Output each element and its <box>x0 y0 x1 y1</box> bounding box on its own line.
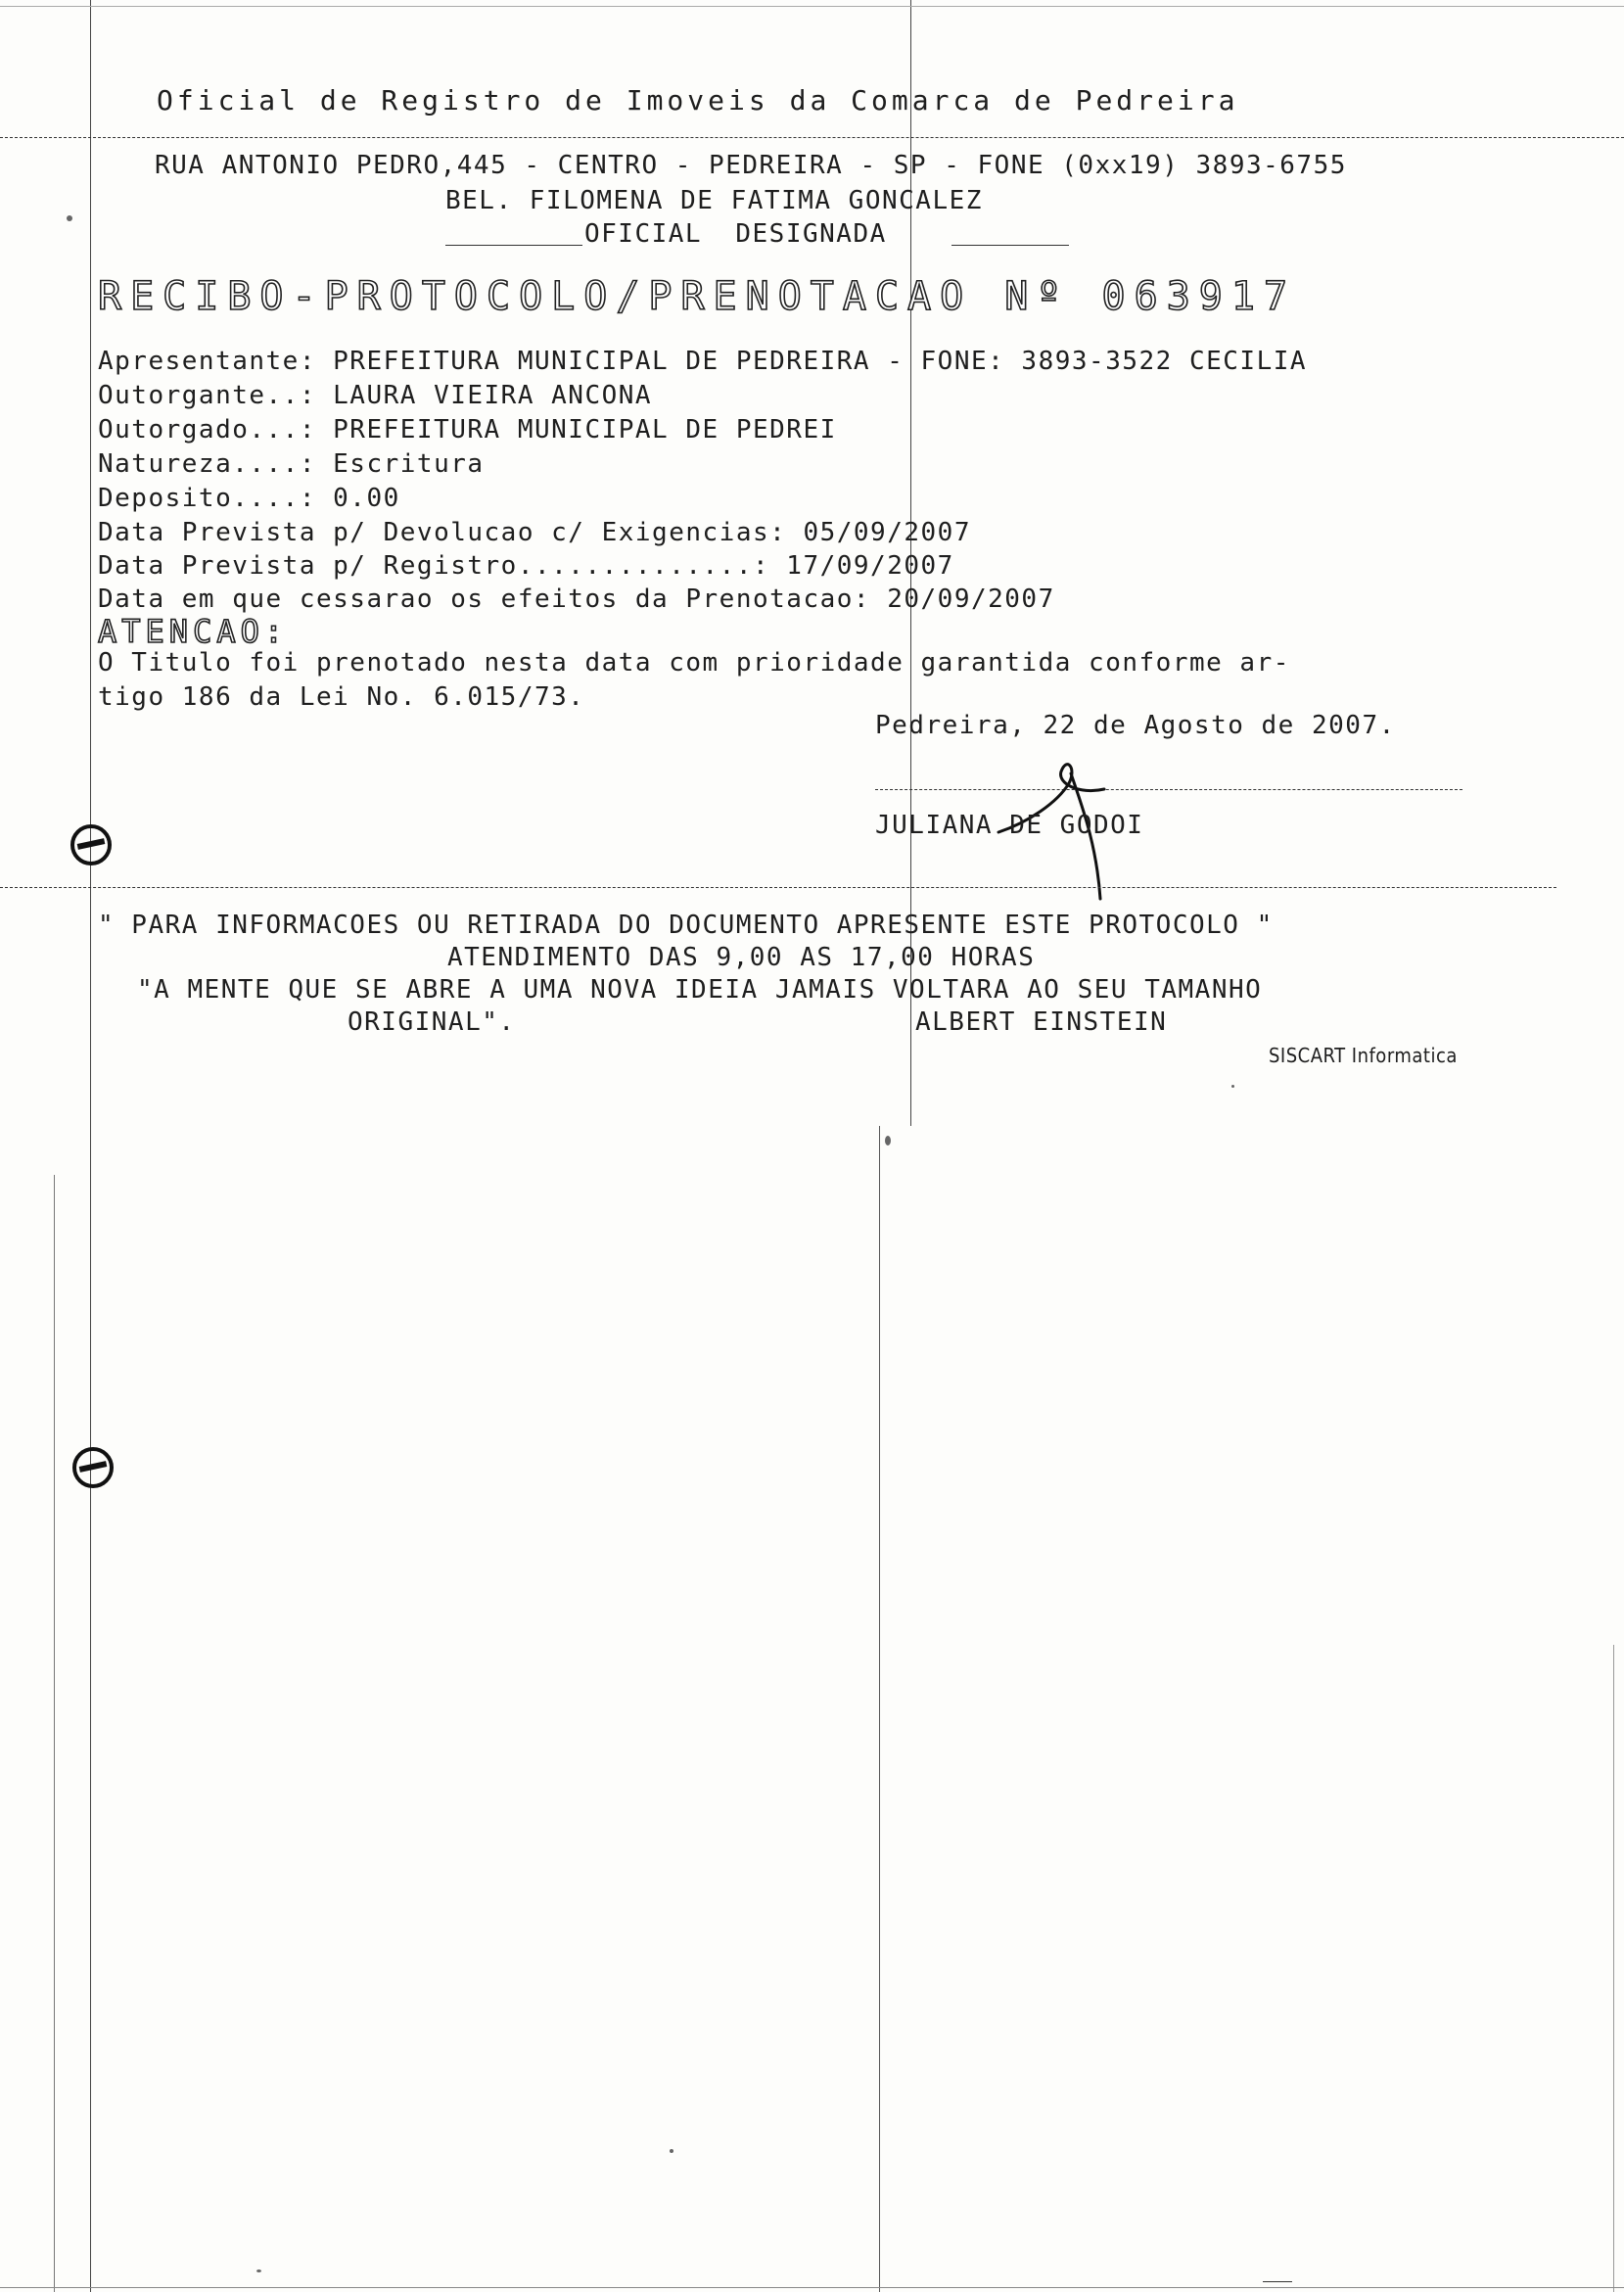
signature-line <box>875 789 1462 790</box>
footer-line-4-right: ALBERT EINSTEIN <box>915 1007 1168 1037</box>
field-deposito: Deposito....: 0.00 <box>98 484 400 513</box>
field-natureza: Natureza....: Escritura <box>98 449 485 479</box>
office-title: Oficial de Registro de Imoveis da Comarca de Pedreira <box>157 84 1239 117</box>
receipt-title: RECIBO-PROTOCOLO/PRENOTACAO Nº 063917 <box>98 274 1297 319</box>
scan-mark <box>1263 2281 1292 2282</box>
field-apresentante: Apresentante: PREFEITURA MUNICIPAL DE PEDREIRA - FONE: 3893-3522 CECILIA <box>98 347 1308 376</box>
footer-divider <box>0 887 1556 888</box>
officer-name: BEL. FILOMENA DE FATIMA GONCALEZ <box>445 186 983 215</box>
left-fold-line <box>90 0 91 2292</box>
footer-line-3: "A MENTE QUE SE ABRE A UMA NOVA IDEIA JAMAIS VOLTARA AO SEU TAMANHO <box>137 975 1263 1005</box>
footer-line-1: " PARA INFORMACOES OU RETIRADA DO DOCUMENTO APRESENTE ESTE PROTOCOLO " <box>98 911 1274 940</box>
punch-hole-top <box>70 824 112 865</box>
officer-underline-left <box>445 245 582 246</box>
notice-line-2: tigo 186 da Lei No. 6.015/73. <box>98 682 585 712</box>
right-edge-line <box>1613 1645 1614 2292</box>
field-data-devolucao: Data Prevista p/ Devolucao c/ Exigencias: 05/09/2007 <box>98 518 971 547</box>
notice-heading: ATENCAO: <box>98 613 289 650</box>
field-data-cessacao: Data em que cessarao os efeitos da Prenotacao: 20/09/2007 <box>98 585 1055 614</box>
footer-line-4-left: ORIGINAL". <box>348 1007 516 1037</box>
place-date: Pedreira, 22 de Agosto de 2007. <box>875 711 1396 740</box>
officer-underline-right <box>951 245 1069 246</box>
center-fold-line-lower <box>879 1126 880 2292</box>
field-outorgante: Outorgante..: LAURA VIEIRA ANCONA <box>98 381 653 410</box>
officer-role: OFICIAL DESIGNADA <box>584 219 887 249</box>
scan-speck <box>670 2149 673 2153</box>
field-outorgado: Outorgado...: PREFEITURA MUNICIPAL DE PEDREI <box>98 415 837 444</box>
scan-speck <box>1231 1085 1234 1088</box>
field-data-registro: Data Prevista p/ Registro..............: 17/09/2007 <box>98 551 954 581</box>
header-divider <box>0 137 1624 138</box>
top-edge-line <box>0 6 1624 7</box>
scan-speck <box>885 1136 891 1146</box>
scan-speck <box>256 2269 261 2272</box>
footer-credit: SISCART Informatica <box>1269 1044 1458 1067</box>
punch-hole-bottom <box>72 1447 114 1488</box>
bottom-edge-line <box>0 2287 1624 2288</box>
left-edge-line <box>54 1175 55 2292</box>
address-line: RUA ANTONIO PEDRO,445 - CENTRO - PEDREIRA - SP - FONE (0xx19) 3893-6755 <box>155 151 1347 180</box>
footer-line-2: ATENDIMENTO DAS 9,00 AS 17,00 HORAS <box>447 943 1036 972</box>
scan-speck <box>67 215 72 221</box>
notice-line-1: O Titulo foi prenotado nesta data com prioridade garantida conforme ar- <box>98 648 1290 678</box>
signatory-name: JULIANA DE GODOI <box>875 811 1144 840</box>
